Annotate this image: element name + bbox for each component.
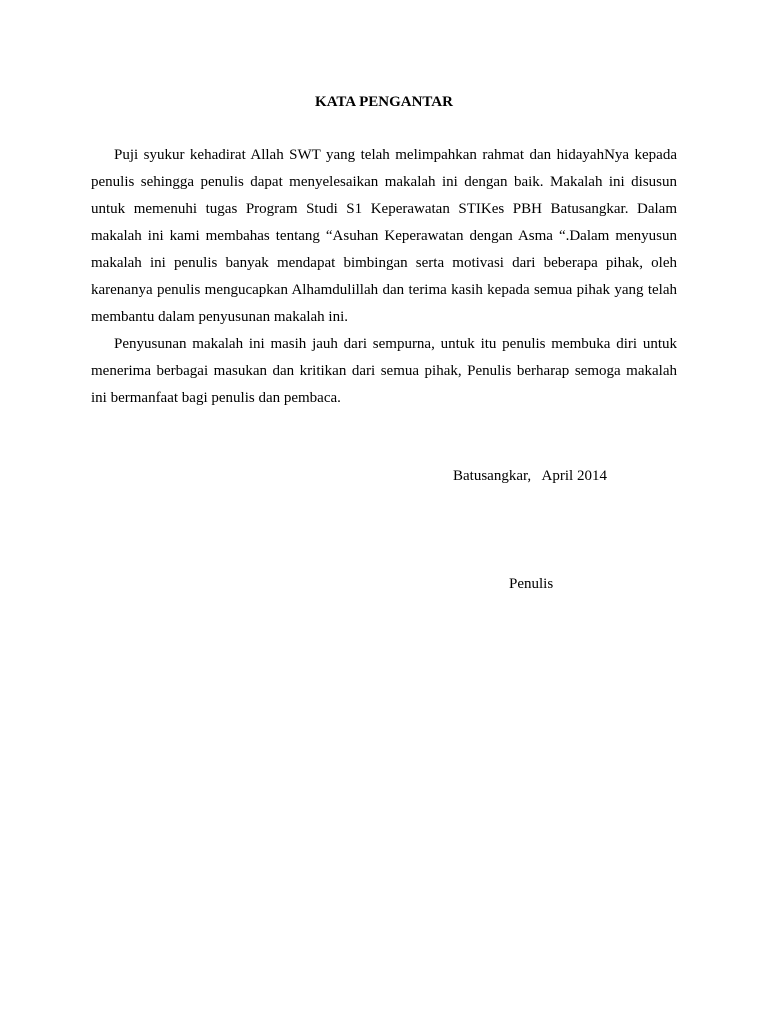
document-title: KATA PENGANTAR: [315, 94, 453, 110]
document-body: [91, 142, 677, 412]
paragraph-1: Puji syukur kehadirat Allah SWT yang telah melimpahkan rahmat dan hidayahNya kepada penulis sehingga penulis dapat menyelesaikan makalah ini dengan baik. Makalah ini disusun untuk memenuhi tugas Program Studi S1 Keperawatan STIKes PBH Batusangkar. Dalam makalah ini kami membahas tentang “Asuhan Keperawatan dengan Asma “.Dalam menyusun makalah ini penulis banyak mendapat bimbingan serta motivasi dari beberapa pihak, oleh karenanya penulis mengucapkan Alhamdulillah dan terima kasih kepada semua pihak yang telah membantu dalam penyusunan makalah ini.: [91, 147, 677, 325]
paragraph-2: Penyusunan makalah ini masih jauh dari sempurna, untuk itu penulis membuka diri untuk menerima berbagai masukan dan kritikan dari semua pihak, Penulis berharap semoga makalah ini bermanfaat bagi penulis dan pembaca.: [91, 336, 677, 406]
signature: Penulis: [509, 576, 554, 592]
place-date: Batusangkar, April 2014: [453, 468, 607, 484]
